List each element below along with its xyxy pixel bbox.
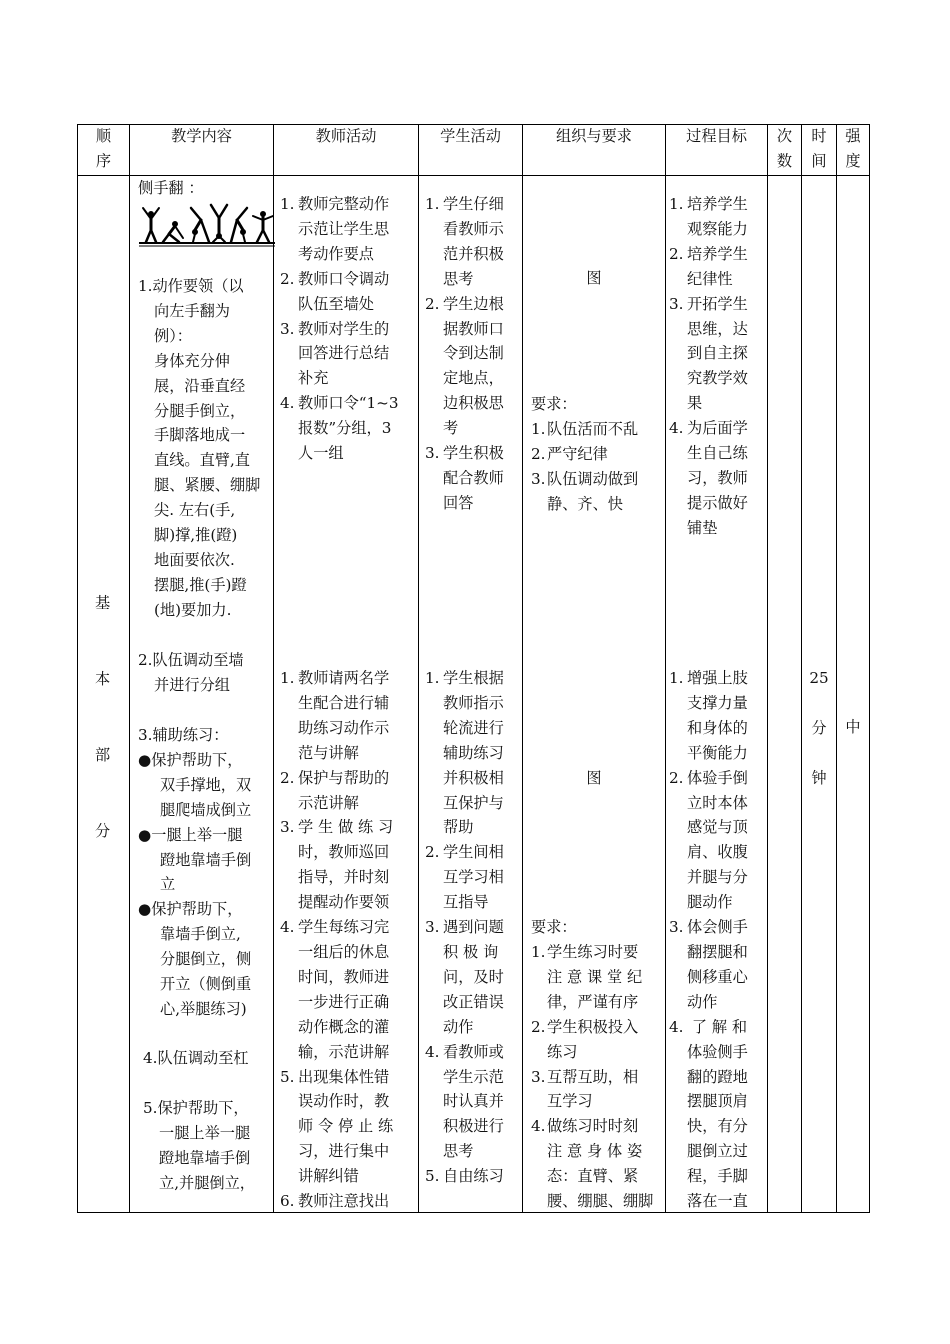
content-item-4: 4.队伍调动至杠 (143, 1049, 249, 1067)
content-line: 尖. 左右(手, (154, 501, 236, 520)
intensity-value: 中 (845, 718, 861, 736)
content-line: 开立（侧倒重 (160, 975, 252, 994)
content-line: 地面要依次. (154, 550, 235, 569)
bullet-item (138, 897, 272, 922)
item-continuation-line: 生配合进行辅 (298, 693, 390, 712)
content-line: 分腿手倒立， (154, 401, 246, 420)
content-line: 1.动作要领（以 (138, 277, 244, 295)
item-continuation-line: 动作 (443, 1017, 474, 1036)
item-continuation-line: 互保护与 (443, 793, 504, 812)
item-number: 4. (669, 1017, 684, 1036)
item-text: 学生仔细 (443, 195, 504, 213)
item-text: 教师请两名学 (298, 669, 390, 687)
content-line: 腿爬墙成倒立 (160, 800, 252, 819)
item-text: 学生根据 (443, 669, 504, 687)
time-value (802, 666, 836, 791)
item-continuation-line: 纪律性 (687, 269, 733, 288)
item-number: 3. (531, 469, 546, 488)
time-line: 钟 (811, 768, 827, 787)
content-line: 例）： (154, 326, 192, 345)
header-intensity (837, 124, 869, 174)
item-continuation-line: 侧移重心 (687, 967, 748, 986)
item-number: 3. (669, 918, 684, 937)
item-continuation-line: 练习 (547, 1042, 578, 1061)
item-text: 互帮互助，相 (547, 1067, 639, 1086)
item-text: 队伍活而不乱 (547, 420, 639, 438)
item-continuation-line: 动作 (687, 992, 718, 1011)
item-text: 培养学生 (687, 195, 748, 213)
item-text: 遇到问题 (443, 918, 504, 937)
organize-requirement-title-1: 要求： (531, 395, 577, 413)
item-number: 6. (280, 1192, 295, 1211)
item-continuation-line: 思考 (443, 1142, 474, 1161)
item-continuation-line (425, 840, 521, 865)
bullet-item (138, 823, 272, 848)
item-continuation-line (425, 915, 521, 940)
item-text: 教师口令调动 (298, 269, 390, 288)
item-text: 学生积极投入 (547, 1017, 639, 1036)
item-continuation-line: 腿动作 (687, 893, 733, 912)
item-continuation-line: 立时本体 (687, 793, 748, 812)
item-continuation-line: 一步进行正确 (298, 992, 390, 1011)
content-line: 蹬地靠墙手倒 (159, 1148, 251, 1167)
content-line: 一腿上举一腿 (159, 1123, 251, 1142)
item-text: 保护与帮助的 (298, 768, 390, 787)
item-number: 2. (531, 444, 546, 463)
item-continuation-line: 改正错误 (443, 992, 504, 1011)
bullet-dot-icon: ● (138, 825, 152, 844)
item-continuation-line: 程，手脚 (687, 1167, 748, 1186)
header-student: 学生活动 (440, 127, 501, 145)
item-text: 严守纪律 (547, 444, 608, 463)
item-continuation-line (669, 416, 765, 441)
item-continuation-line (425, 1164, 521, 1189)
item-number: 2. (280, 768, 295, 787)
item-continuation-line: 时间，教师进 (298, 967, 390, 986)
content-item-1 (138, 274, 272, 623)
item-continuation-line: 队伍至墙处 (298, 294, 374, 313)
item-number: 4. (280, 918, 295, 937)
item-continuation-line (280, 1065, 416, 1090)
item-continuation-line (280, 1189, 416, 1214)
item-number: 3. (425, 444, 440, 463)
item-continuation-line: 态：直臂、紧 (547, 1167, 639, 1186)
item-text: 教师完整动作 (298, 195, 390, 213)
content-line: 向左手翻为 (154, 301, 230, 320)
content-line: 双手撑地，双 (160, 775, 252, 794)
item-continuation-line: 思考 (443, 269, 474, 288)
header-time-line: 间 (811, 151, 827, 170)
item-continuation-line: 律，严谨有序 (547, 992, 639, 1011)
item-continuation-line (669, 292, 765, 317)
item-continuation-line (531, 1065, 663, 1090)
item-continuation-line: 平衡能力 (687, 743, 748, 762)
item-number: 2. (669, 244, 684, 263)
content-line: 保护帮助下， (151, 900, 243, 919)
col-divider (129, 124, 130, 1213)
content-item-5 (143, 1096, 273, 1196)
item-continuation-line: 思维，达 (687, 319, 748, 338)
item-continuation-line (280, 666, 416, 691)
item-text: 教师注意找出 (298, 1192, 390, 1211)
content-line: (地)要加力. (154, 600, 232, 619)
item-continuation-line: 时认真并 (443, 1092, 504, 1111)
item-continuation-line (425, 666, 521, 691)
item-continuation-line: 腰、绷腿、绷脚 (547, 1192, 654, 1211)
item-continuation-line (280, 391, 416, 416)
item-text: 了 解 和 (687, 1017, 748, 1036)
item-continuation-line (280, 192, 416, 217)
section-label-char: 本 (95, 670, 111, 688)
item-continuation-line (669, 915, 765, 940)
content-line: 蹬地靠墙手倒 (160, 850, 252, 869)
header-count-line: 数 (776, 151, 793, 170)
item-continuation-line: 快，有分 (687, 1117, 748, 1136)
item-number: 1. (531, 943, 546, 961)
item-continuation-line: 静、齐、快 (547, 494, 623, 513)
item-continuation-line (531, 417, 663, 442)
item-continuation-line: 报数”分组，3 (298, 419, 392, 438)
section-label-char: 部 (95, 746, 111, 764)
item-text: 做练习时时刻 (547, 1117, 639, 1136)
item-continuation-line (280, 766, 416, 791)
item-continuation-line (280, 267, 416, 292)
item-text: 教师对学生的 (298, 319, 390, 338)
header-time (802, 124, 836, 174)
item-continuation-line: 感觉与顶 (687, 818, 748, 837)
item-continuation-line: 示范让学生思 (298, 219, 390, 238)
item-continuation-line: 讲解纠错 (298, 1167, 359, 1186)
item-number: 1. (531, 420, 546, 438)
item-continuation-line: 考动作要点 (298, 244, 374, 263)
content-line: 展，沿垂直经 (154, 376, 246, 395)
content-line: 一腿上举一腿 (151, 825, 243, 844)
item-text: 体会侧手 (687, 918, 748, 937)
item-text: 学生边根 (443, 294, 504, 313)
item-continuation-line: 人一组 (298, 444, 344, 463)
item-number: 4. (280, 394, 295, 413)
header-count (768, 124, 801, 174)
header-intensity-line: 强 (845, 127, 861, 145)
header-time-line: 时 (811, 127, 827, 145)
item-continuation-line: 积 极 询 (443, 942, 499, 961)
item-continuation-line: 支撑力量 (687, 693, 748, 712)
header-order (78, 124, 129, 174)
item-number: 1. (280, 669, 295, 687)
item-continuation-line: 辅助练习 (443, 743, 504, 762)
item-continuation-line (669, 1015, 765, 1040)
content-line: 保护帮助下， (151, 750, 243, 769)
item-number: 5. (425, 1167, 440, 1186)
item-continuation-line: 教师指示 (443, 693, 504, 712)
item-continuation-line (531, 1015, 663, 1040)
item-continuation-line (531, 442, 663, 467)
item-continuation-line: 范并积极 (443, 244, 504, 263)
content-line: 立 (160, 875, 176, 894)
item-text: 为后面学 (687, 419, 748, 438)
item-continuation-line: 助练习动作示 (298, 718, 390, 737)
header-goal: 过程目标 (686, 127, 747, 145)
content-line: 手脚落地成一 (154, 426, 246, 445)
item-continuation-line: 果 (687, 394, 703, 413)
content-line: 3.辅助练习： (138, 726, 229, 744)
item-text: 体验手倒 (687, 768, 748, 787)
col-divider (869, 124, 870, 1213)
item-continuation-line: 边积极思 (443, 394, 504, 413)
teacher-activities-2 (280, 666, 416, 1214)
item-continuation-line: 习，教师 (687, 468, 748, 487)
item-text: 增强上肢 (687, 669, 748, 687)
content-line: 5.保护帮助下， (143, 1099, 249, 1117)
student-activities-2 (425, 666, 521, 1189)
content-line: 立,并腿倒立， (159, 1173, 255, 1192)
content-line: 并进行分组 (154, 675, 230, 694)
item-continuation-line: 翻的蹬地 (687, 1067, 748, 1086)
content-line: 直线。直臂,直 (154, 451, 250, 470)
section-label-char: 分 (95, 822, 111, 840)
item-continuation-line: 学生示范 (443, 1067, 504, 1086)
col-divider (418, 124, 419, 1213)
item-number: 3. (531, 1067, 546, 1086)
header-order-line: 序 (95, 151, 112, 170)
item-continuation-line: 指导，并时刻 (298, 868, 390, 887)
time-line: 分 (811, 718, 827, 737)
header-teacher: 教师活动 (315, 127, 377, 145)
item-continuation-line: 生自己练 (687, 444, 748, 463)
col-divider (665, 124, 666, 1213)
item-number: 2. (425, 843, 440, 862)
content-item-3 (138, 723, 272, 1022)
header-order-line: 顺 (95, 127, 112, 145)
item-continuation-line: 到自主探 (687, 344, 748, 363)
content-line: 心,举腿练习) (160, 999, 247, 1018)
item-continuation-line: 师 令 停 止 练 (298, 1117, 394, 1136)
item-continuation-line: 并腿与分 (687, 868, 748, 887)
item-text: 开拓学生 (687, 294, 748, 313)
content-line: 分腿倒立，侧 (160, 950, 252, 969)
item-text: 学生每练习完 (298, 918, 390, 937)
bullet-dot-icon: ● (138, 750, 152, 769)
lesson-plan-table (77, 124, 870, 1213)
item-text: 学生积极 (443, 444, 504, 463)
item-continuation-line: 定地点， (443, 369, 504, 388)
item-continuation-line: 注 意 课 堂 纪 (547, 967, 643, 986)
item-continuation-line (425, 192, 521, 217)
col-divider (836, 124, 837, 1213)
item-number: 3. (280, 319, 295, 338)
item-continuation-line: 提示做好 (687, 493, 748, 512)
col-divider (273, 124, 274, 1213)
item-continuation-line: 注 意 身 体 姿 (547, 1142, 643, 1161)
organize-requirements-1 (531, 417, 663, 517)
item-continuation-line: 回答 (443, 493, 474, 512)
item-number: 2. (669, 768, 684, 787)
item-continuation-line: 观察能力 (687, 219, 748, 238)
item-number: 2. (280, 269, 295, 288)
item-continuation-line (425, 292, 521, 317)
content-line: 2.队伍调动至墙 (138, 651, 244, 669)
organize-figure-1: 图 (586, 269, 602, 287)
header-organize: 组织与要求 (556, 127, 632, 145)
header-content: 教学内容 (171, 127, 232, 145)
item-continuation-line: 肩、收腹 (687, 843, 748, 862)
item-continuation-line: 配合教师 (443, 468, 504, 487)
goal-list-2 (669, 666, 765, 1214)
item-continuation-line (531, 467, 663, 492)
item-continuation-line: 互学习 (547, 1092, 593, 1111)
content-line: 身体充分伸 (154, 351, 230, 370)
bullet-dot-icon: ● (138, 900, 152, 919)
item-continuation-line (425, 1040, 521, 1065)
item-number: 3. (280, 818, 295, 837)
item-continuation-line: 翻摆腿和 (687, 942, 748, 961)
content-line: 脚)撑,推(蹬) (154, 526, 238, 545)
item-number: 1. (280, 195, 295, 213)
item-continuation-line: 体验侧手 (687, 1042, 748, 1061)
item-continuation-line: 时，教师巡回 (298, 843, 390, 862)
item-continuation-line: 示范讲解 (298, 793, 359, 812)
item-continuation-line: 轮流进行 (443, 718, 504, 737)
content-item-2 (138, 648, 272, 698)
item-continuation-line: 和身体的 (687, 718, 748, 737)
time-line: 25 (809, 669, 829, 687)
item-continuation-line (531, 940, 663, 965)
item-continuation-line: 究教学效 (687, 369, 748, 388)
item-number: 4. (531, 1117, 546, 1136)
organize-requirement-title-2: 要求： (531, 918, 577, 936)
item-continuation-line: 互指导 (443, 893, 489, 912)
item-continuation-line: 一组后的休息 (298, 942, 390, 961)
item-continuation-line: 看教师示 (443, 219, 504, 238)
item-continuation-line: 问，及时 (443, 967, 504, 986)
organize-requirements-2 (531, 940, 663, 1214)
item-continuation-line: 落在一直 (687, 1192, 748, 1211)
item-continuation-line (669, 242, 765, 267)
item-number: 4. (669, 419, 684, 438)
item-continuation-line: 提醒动作要领 (298, 893, 390, 912)
item-continuation-line: 误动作时，教 (298, 1092, 390, 1111)
item-text: 学 生 做 练 习 (298, 818, 394, 837)
item-text: 出现集体性错 (298, 1067, 390, 1086)
item-continuation-line: 互学习相 (443, 868, 504, 887)
item-number: 2. (425, 294, 440, 313)
item-number: 3. (425, 918, 440, 937)
item-number: 1. (669, 195, 684, 213)
item-continuation-line: 摆腿顶肩 (687, 1092, 748, 1111)
item-continuation-line: 令到达制 (443, 344, 504, 363)
item-continuation-line: 积极进行 (443, 1117, 504, 1136)
item-number: 5. (280, 1067, 295, 1086)
item-number: 1. (425, 669, 440, 687)
item-continuation-line (669, 192, 765, 217)
cartwheel-sequence-icon (139, 202, 275, 248)
item-number: 2. (531, 1017, 546, 1036)
item-text: 学生间相 (443, 843, 504, 862)
content-line: 腿、紧腰、绷脚 (154, 476, 261, 495)
item-text: 教师口令“1~3 (298, 394, 399, 413)
item-continuation-line (280, 915, 416, 940)
item-continuation-line (669, 766, 765, 791)
item-continuation-line (425, 441, 521, 466)
item-continuation-line: 据教师口 (443, 319, 504, 338)
item-number: 4. (425, 1042, 440, 1061)
goal-list-1 (669, 192, 765, 541)
content-line: 靠墙手倒立, (160, 925, 241, 944)
item-number: 1. (425, 195, 440, 213)
item-continuation-line: 动作概念的灌 (298, 1017, 390, 1036)
item-continuation-line: 并积极相 (443, 768, 504, 787)
item-text: 培养学生 (687, 244, 748, 263)
item-continuation-line: 帮助 (443, 818, 474, 837)
content-title: 侧手翻 ： (138, 179, 204, 197)
item-continuation-line (531, 1114, 663, 1139)
item-continuation-line: 习，进行集中 (298, 1142, 390, 1161)
item-continuation-line: 腿倒立过 (687, 1142, 748, 1161)
header-count-line: 次 (776, 127, 793, 145)
item-continuation-line: 输，示范讲解 (298, 1042, 390, 1061)
organize-figure-2: 图 (586, 769, 602, 787)
item-continuation-line (669, 666, 765, 691)
item-continuation-line: 铺垫 (687, 518, 718, 537)
item-continuation-line (280, 815, 416, 840)
student-activities-1 (425, 192, 521, 516)
col-divider (77, 124, 78, 1213)
item-text: 自由练习 (443, 1167, 504, 1186)
item-number: 1. (669, 669, 684, 687)
col-divider (767, 124, 768, 1213)
item-continuation-line (280, 317, 416, 342)
teacher-activities-1 (280, 192, 416, 466)
item-text: 看教师或 (443, 1042, 504, 1061)
item-continuation-line: 考 (443, 419, 459, 438)
item-continuation-line: 回答进行总结 (298, 344, 390, 363)
item-continuation-line: 范与讲解 (298, 743, 359, 762)
item-text: 学生练习时要 (547, 943, 639, 961)
bullet-item (138, 748, 272, 773)
section-label-char: 基 (95, 594, 111, 612)
content-line: 摆腿,推(手)蹬 (154, 575, 247, 594)
header-intensity-line: 度 (845, 151, 861, 170)
item-number: 3. (669, 294, 684, 313)
item-continuation-line: 补充 (298, 369, 329, 388)
item-text: 队伍调动做到 (547, 469, 639, 488)
